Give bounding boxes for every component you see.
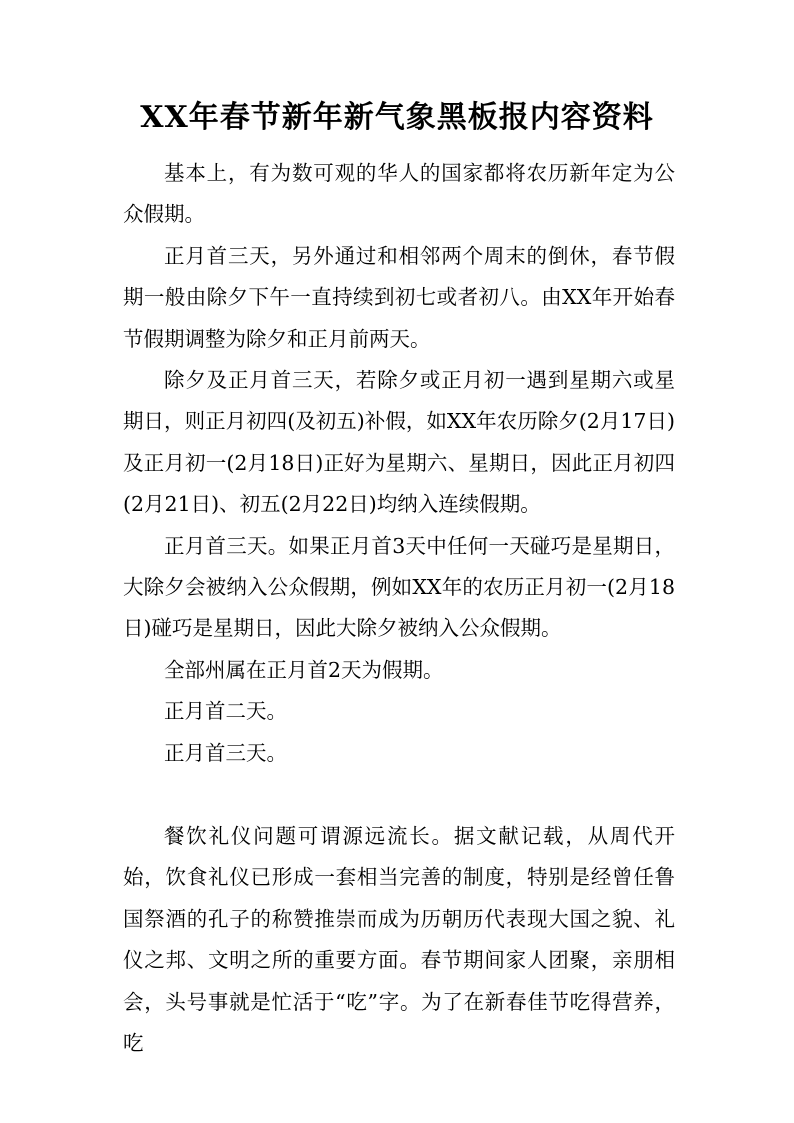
paragraph: 正月首三天。: [164, 740, 287, 765]
paragraph: 正月首三天。如果正月首3天中任何一天碰巧是星期日，大除夕会被纳入公众假期，例如XX年的农历正月初一(2月18日)碰巧是星期日，因此大除夕被纳入公众假期。: [123, 533, 675, 641]
paragraph: 全部州属在正月首2天为假期。: [164, 657, 444, 682]
document-title: XX年春节新年新气象黑板报内容资料: [140, 100, 654, 135]
paragraph: 基本上，有为数可观的华人的国家都将农历新年定为公众假期。: [123, 161, 675, 227]
document-body-section-2: [123, 816, 675, 1064]
document-body-section-1: [123, 153, 675, 774]
paragraph: 餐饮礼仪问题可谓源远流长。据文献记载，从周代开始，饮食礼仪已形成一套相当完善的制度，特别是经曾任鲁国祭酒的孔子的称赞推崇而成为历朝历代表现大国之貌、礼仪之邦、文明之所的重要方面。春节期间家人团聚，亲朋相会，头号事就是忙活于“吃”字。为了在新春佳节吃得营养，吃: [123, 824, 675, 1056]
paragraph: 正月首三天，另外通过和相邻两个周末的倒休，春节假期一般由除夕下午一直持续到初七或者初八。由XX年开始春节假期调整为除夕和正月前两天。: [123, 243, 675, 351]
paragraph: 除夕及正月首三天，若除夕或正月初一遇到星期六或星期日，则正月初四(及初五)补假，如XX年农历除夕(2月17日)及正月初一(2月18日)正好为星期六、星期日，因此正月初四(2月21日)、初五(2月22日)均纳入连续假期。: [123, 368, 675, 517]
paragraph: 正月首二天。: [164, 699, 287, 724]
